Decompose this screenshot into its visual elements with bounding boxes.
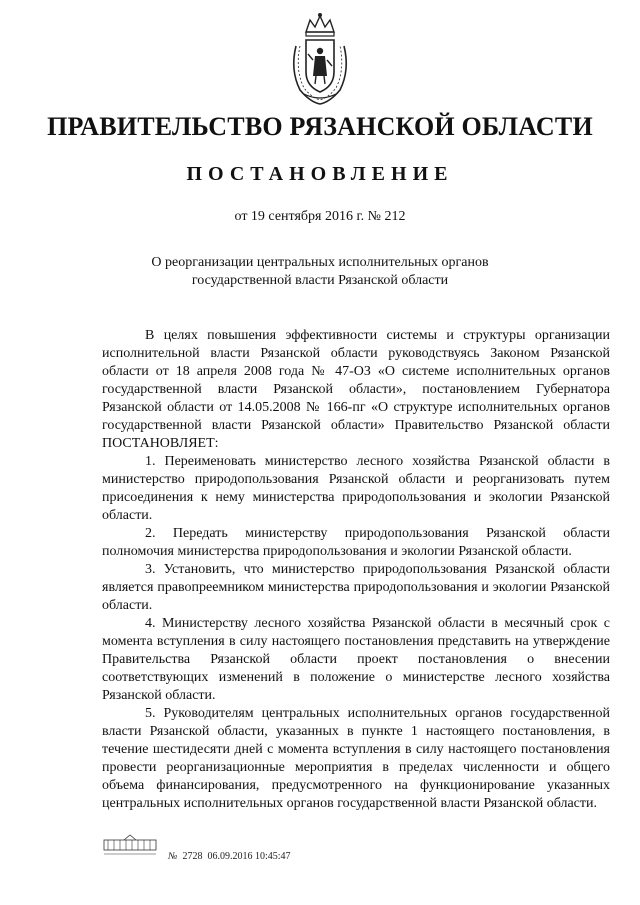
clause-4: 4. Министерству лесного хозяйства Рязанской области в месячный срок с момента вступления в силу настоящего постановления представить на утверждение Правительства Рязанской области проект постановления о внесении соответствующих изменений в положение о министерстве лесного хозяйства Рязанской области. <box>102 616 610 703</box>
document-type: ПОСТАНОВЛЕНИЕ <box>186 163 454 185</box>
coat-of-arms-emblem <box>284 10 356 106</box>
clause-1: 1. Переименовать министерство лесного хозяйства Рязанской области в министерство природопользования Рязанской области и реорганизовать путем присоединения к нему министерства природопользования и экологии Рязанской области. <box>102 454 610 523</box>
document-body <box>102 327 610 813</box>
registry-stamp-icon <box>102 834 158 858</box>
government-title: ПРАВИТЕЛЬСТВО РЯЗАНСКОЙ ОБЛАСТИ <box>47 112 593 141</box>
subject-line-2: государственной власти Рязанской области <box>191 273 449 288</box>
subject-line-1: О реорганизации центральных исполнительных органов <box>151 255 489 270</box>
clause-3: 3. Установить, что министерство природопользования Рязанской области является правопреемником министерства природопользования и экологии Рязанской области. <box>102 562 610 613</box>
registration-timestamp: 06.09.2016 10:45:47 <box>207 851 291 862</box>
registration-number: 2728 <box>182 851 203 862</box>
clause-2: 2. Передать министерству природопользования Рязанской области полномочия министерства природопользования и экологии Рязанской области. <box>102 526 610 559</box>
registration-footer <box>168 851 291 862</box>
clause-5: 5. Руководителям центральных исполнительных органов государственной власти Рязанской области, указанных в пункте 1 настоящего постановления, в течение шестидесяти дней с момента вступления в силу настоящего постановления провести реорганизационные мероприятия в пределах численности и общего объема финансирования, предусмотренного на функционирование указанных центральных исполнительных органов государственной власти Рязанской области. <box>102 706 610 811</box>
document-subject <box>0 254 640 290</box>
preamble-paragraph: В целях повышения эффективности системы и структуры организации исполнительной власти Рязанской области руководствуясь Законом Рязанской области от 18 апреля 2008 года № 47-ОЗ «О системе исполнительных органов государственной власти Рязанской области», постановлением Губернатора Рязанской области от 14.05.2008 № 166-пг «О структуре исполнительных органов государственной власти Рязанской области» Правительство Рязанской области ПОСТАНОВЛЯЕТ: <box>102 328 610 451</box>
document-mark-icon: № <box>168 851 178 862</box>
document-date-number: от 19 сентября 2016 г. № 212 <box>234 209 406 224</box>
